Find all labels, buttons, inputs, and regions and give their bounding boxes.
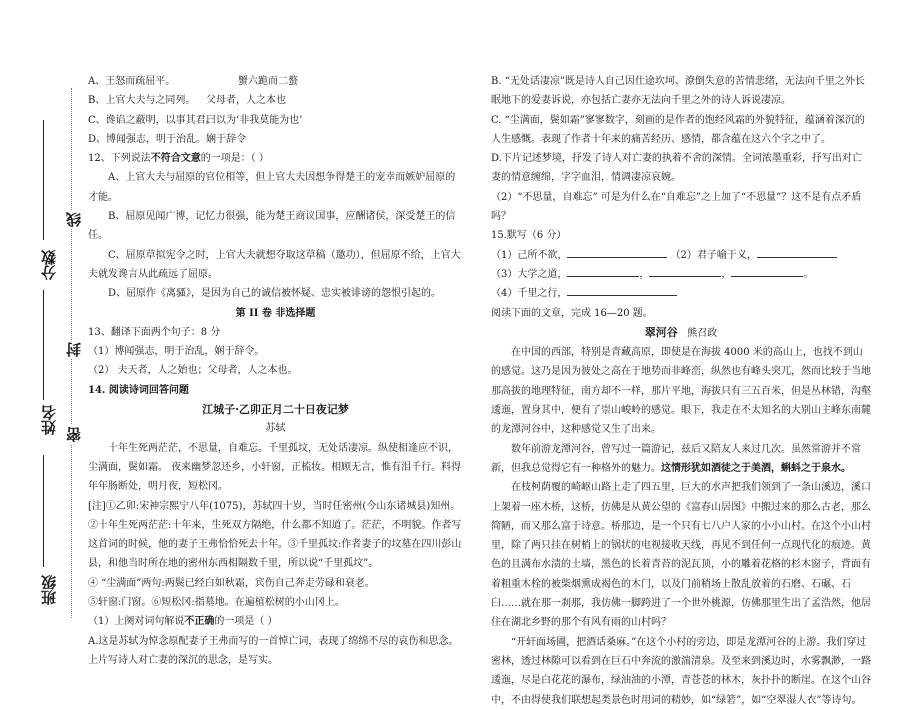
- q12-option-d: D、屈原作《离骚》，是因为自己的诚信被怀疑、忠实被诽谤的怨恨引起的。: [108, 288, 442, 300]
- q11-option-c: C、谗谄之蔽明，以事其君。曰以为‘非我莫能为也’: [88, 114, 303, 126]
- q14-title: 14. 阅读诗词回答问题: [88, 384, 189, 396]
- sub1-option-d: D.下片记述梦境，抒发了诗人对亡妻的执着不舍的深情。全词浓墨重彩，抒写出对亡妻的情意缠绵，字字血泪，情调凄凉哀婉。: [491, 153, 862, 184]
- q15-row-2: （3）大学之道， ， ， 。: [491, 265, 871, 284]
- blank-4[interactable]: [649, 265, 721, 277]
- blank-2[interactable]: [757, 246, 837, 258]
- name-label: 姓名: [40, 405, 58, 435]
- q12-stem: 12、下列说法不符合文意的一项是：（ ）: [88, 153, 269, 165]
- score-label: 分数: [40, 250, 58, 280]
- q15-row-3: （4）千里之行，: [491, 284, 871, 303]
- poem-author: 苏轼: [265, 423, 286, 435]
- seal-xian: 线: [65, 212, 83, 227]
- q15-row-1: （1）己所不欲， （2）君子喻于义，: [491, 246, 871, 265]
- seal-feng: 封: [65, 342, 83, 357]
- poem-text: 十年生死两茫茫，不思量，自难忘。千里孤坟，无处话凄凉。纵使相逢应不识，尘满面，鬓如霜。 夜来幽梦忽还乡，小轩窗，正梳妆。相顾无言，惟有泪千行。料得年年肠断处，明月夜，短松冈。: [88, 442, 462, 493]
- note-3: ④ “尘满面”两句:两鬓已经白如秋霜，宾伤自己奔走劳碌和衰老。: [88, 577, 375, 589]
- blank-5[interactable]: [731, 265, 803, 277]
- blank-6[interactable]: [567, 284, 677, 296]
- q13-item-1: （1）博闻强志，明于治乱，娴于辞令。: [88, 346, 265, 358]
- sub1-stem: （1）上阕对词句解说不正确的一项是（ ）: [88, 616, 278, 628]
- essay-underlined-sentence: 这情形犹如酒徒之于美酒，蝌蚪之于泉水。: [661, 462, 851, 474]
- sub1-option-b: B. “无处话凄凉”既是诗人自己因仕途坎坷、潦倒失意的苦情悲绪，无法向千里之外长眠地下的爱妻诉说，亦包括亡妻亦无法向千里之外的诗人诉说凄凉。: [491, 76, 865, 107]
- seal-mi: 密: [65, 427, 83, 442]
- q11-option-a: A、王怒而疏屈平。 蟹六跪而二螯: [88, 76, 298, 87]
- left-column: [88, 72, 463, 670]
- section-title: 第 II 卷 非选择题: [235, 307, 316, 319]
- binding-margin: [0, 0, 83, 637]
- sub1-option-c: C. “尘满面，鬓如霜”寥寥数字，刻画的是作者的饱经风霜的外貌特征，蕴涵着深沉的人生感慨。表现了作者十年来的痛苦经历、感情，都含蕴在这六个字之中了。: [491, 114, 865, 145]
- note-2: ②十年生死两茫茫:十年来，生死双方隔绝，什么都不知道了。茫茫，不明貌。作者写这首词的时候，他的妻子王弗恰恰死去十年。③千里孤坟:作者妻子的坟墓在四川彭山县，和他当时所在地的密州东西相隔数千里，所以说“千里孤坟”。: [88, 519, 462, 570]
- essay-paragraph-1: 在中国的西部，特别是青藏高原，即使是在海拔 4000 米的高山上，也找不到山的感觉。这乃是因为彼处之高在于地势而非峰峦，纵然也有峰头突兀，然而比较于当地那高拔的地理特征，南方却不一样，那片平地，海拔只有三五百米，但是丛林错，沟壑逶迤，置身其中，便有了崇山峻岭的感觉。眼下，我走在不太知名的大别山主峰东南麓的龙潭河谷中，这种感觉又生了出来。: [491, 347, 871, 436]
- essay-author: 熊召政: [687, 327, 718, 339]
- q11-option-b: B、上官大夫与之同列。 父母者，人之本也: [88, 95, 286, 107]
- essay-heading: [491, 323, 871, 343]
- essay-paragraph-4: “开轩面场圃，把酒话桑麻。”在这个小村的旁边，即是龙潭河谷的上游。我们穿过密林，透过林隙可以看到在巨石中奔流的激湍清泉。及至来到溪边时，水雾飘渺，一路逶迤，尽是白花花的瀑布，绿油油的小潭，青苍苍的林木，灰扑扑的断崖。在这个山谷中，不由得使我们联想起类景色时用词的精妙，如“绿箬”，如“空翠湿人衣”等诗句。: [491, 636, 871, 706]
- sub2-question: （2）“不思量，自难忘” 可是为什么在“自难忘”之上加了“不思量”？这不是有点矛盾吗？: [491, 191, 862, 223]
- q11-option-d: D、博闻强志，明于治乱。娴于辞令: [88, 133, 246, 145]
- essay-title: 翠河谷: [644, 325, 678, 339]
- poem-title: 江城子·乙卯正月二十日夜记梦: [202, 403, 349, 417]
- note-4: ⑤轩窗:门窗。⑥短松冈:指墓地。在遍植松树的小山冈上。: [88, 597, 345, 609]
- right-column: [491, 72, 871, 710]
- q12-emphasis: 不符合文意: [150, 153, 201, 165]
- q12-option-b: B、屈原见闻广博，记忆力很强，能为楚王商议国事，应酬诸侯，深受楚王的信任。: [88, 211, 456, 242]
- blank-1[interactable]: [567, 246, 667, 258]
- essay-paragraph-3: 在枝柯荫覆的崎岖山路上走了四五里，巨大的水声把我们领到了一条山溪边，溪口上架着一座木桥，这桥，仿佛是从黄公望的《富春山居图》中搬过来的那么古老，那么简陋，而又那么富于诗意。桥那边，是一个只有七八户人家的小小山村。在这个小山村里，除了两只挂在树梢上的锅状的电视接收天线，再见不到任何一点现代化的痕迹。黄色的且满布水渍的土墙，黑色的长着青苔的泥瓦顶，小的雕着花格的杉木窗子，背面有着粗重木栓的被柴烟熏成褐色的木门，以及门前稍场上散乱放着的石磨、石碾、石臼……就在那一刹那，我仿佛一脚跨进了一个世外桃源，仿佛那里生出了孟浩然，他居住在湖北乡野的那个有风有雨的山村吗？: [491, 482, 871, 629]
- q13-item-2: （2） 夫天者，人之始也；父母者，人之本也。: [88, 365, 298, 377]
- reading-intro: 阅读下面的文章，完成 16—20 题。: [491, 307, 653, 319]
- class-label: 班级: [40, 575, 58, 605]
- sub1-emphasis: 不正确: [184, 616, 215, 628]
- sub1-option-a: A.这是苏轼为悼念原配妻子王弗而写的一首悼亡词，表现了绵绵不尽的哀伤和思念。上片写诗人对亡妻的深沉的思念，是写实。: [88, 635, 459, 666]
- q12-option-a: A、上官大夫与屈原的官位相等，但上官大夫因想争得楚王的宠幸而嫉妒屈原的才能。: [88, 172, 456, 203]
- q12-option-c: C、屈原草拟宪令之时，上官大夫就想夺取这草稿（邀功），但屈原不给，上官大夫就发谗言从此疏远了屈原。: [88, 249, 461, 280]
- q15-title: 15.默写（6 分）: [491, 230, 567, 242]
- blank-3[interactable]: [567, 265, 639, 277]
- class-field[interactable]: [43, 455, 44, 567]
- note-1: [注]①乙卯:宋神宗熙宁八年(1075)，苏轼四十岁，当时任密州(今山东诸城县)知州。: [88, 500, 461, 512]
- essay-paragraph-2: 数年前游龙潭河谷，曾写过一篇游记，兹后又陪友人来过几次。虽然常游并不常新，但我总觉得它有一种格外的魅力。这情形犹如酒徒之于美酒，蝌蚪之于泉水。: [491, 443, 861, 474]
- q13-title: 13、翻译下面两个句子：8 分: [88, 326, 221, 338]
- score-field[interactable]: [43, 120, 44, 240]
- name-field[interactable]: [43, 290, 44, 400]
